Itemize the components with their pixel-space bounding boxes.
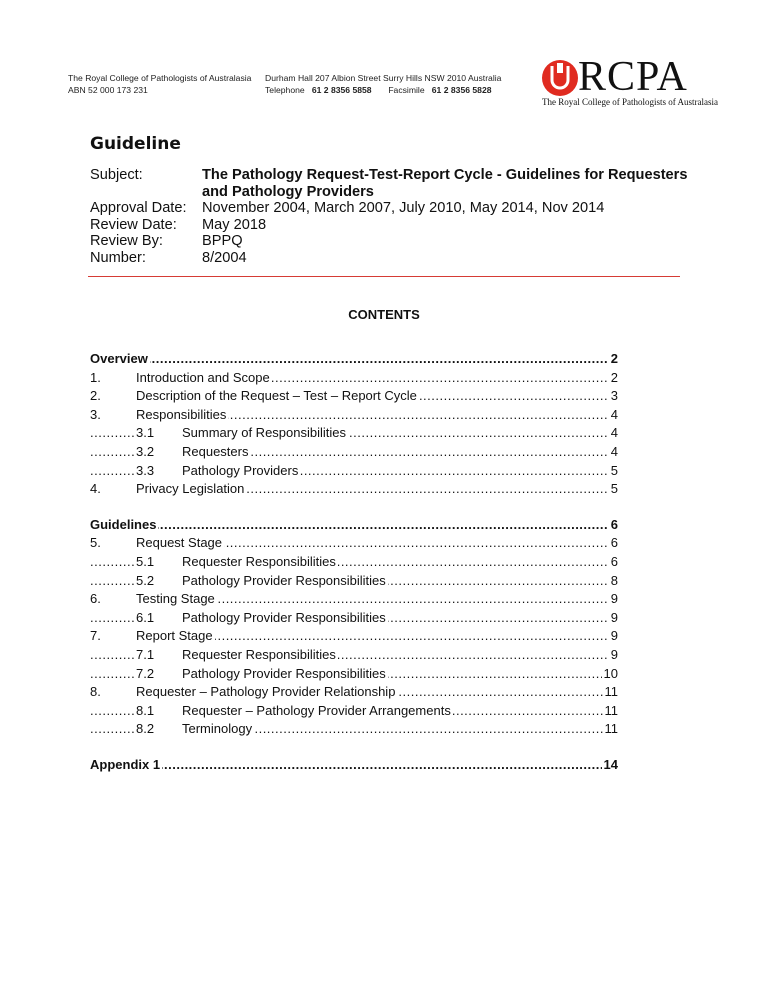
toc-entry[interactable] (90, 646, 618, 665)
meta-key: Approval Date: (90, 200, 187, 217)
toc-label: Description of the Request – Test – Report Cycle (136, 388, 417, 404)
toc-page-number: 4 (609, 443, 618, 462)
toc-number: 8. (90, 684, 101, 700)
logo-emblem-icon (540, 58, 580, 98)
toc-page-number: 5 (609, 462, 618, 481)
toc-entry[interactable] (90, 683, 618, 702)
toc-entry-text (136, 553, 338, 572)
toc-number: 8.2 (136, 721, 155, 737)
toc-page-number: 4 (609, 406, 618, 425)
phone-number: 61 2 8356 5858 (311, 84, 372, 95)
toc-page-number: 4 (609, 424, 618, 443)
toc-label: Requester – Pathology Provider Relationship (136, 684, 396, 700)
meta-row (90, 233, 690, 250)
meta-key: Review Date: (90, 216, 177, 233)
org-address (265, 73, 501, 96)
toc-label: Requester – Pathology Provider Arrangements (182, 702, 451, 718)
toc-page-number: 6 (609, 516, 618, 535)
toc-number: 3.2 (136, 443, 155, 459)
toc-entry[interactable] (90, 462, 618, 481)
toc-leader (90, 516, 618, 535)
toc-label: Requester Responsibilities (182, 553, 336, 569)
toc-entry-text (90, 590, 217, 609)
toc-number: 2. (90, 388, 101, 404)
toc-page-number: 11 (603, 702, 619, 721)
meta-row (90, 217, 690, 234)
meta-value: November 2004, March 2007, July 2010, May 2014, Nov 2014 (202, 200, 605, 217)
toc-label: Introduction and Scope (136, 369, 270, 385)
toc-label: Request Stage (136, 535, 223, 551)
toc-entry-text (90, 369, 272, 388)
toc-label: Pathology Provider Responsibilities (182, 665, 386, 681)
phone-label: Telephone (265, 84, 305, 95)
toc-page-number: 6 (609, 553, 618, 572)
toc-entry-text (136, 702, 453, 721)
toc-label: Responsibilities (136, 406, 227, 422)
contents-heading: CONTENTS (348, 307, 420, 322)
toc-number: 7.2 (136, 665, 155, 681)
toc-entry[interactable] (90, 387, 618, 406)
table-of-contents (90, 350, 618, 774)
toc-number: 5.1 (136, 553, 155, 569)
toc-number: 3. (90, 406, 101, 422)
toc-entry[interactable] (90, 443, 618, 462)
toc-number: 5. (90, 535, 101, 551)
address-line: Durham Hall 207 Albion Street Surry Hills NSW 2010 Australia (265, 73, 502, 83)
toc-label: Appendix 1 (90, 756, 161, 772)
toc-label: Testing Stage (136, 591, 215, 607)
fax-label: Facsimile (388, 84, 425, 95)
document-metadata (90, 167, 690, 267)
meta-row (90, 250, 690, 267)
meta-row (90, 200, 690, 217)
logo-wordmark: RCPA (578, 54, 688, 100)
toc-page-number: 9 (609, 590, 618, 609)
toc-entry[interactable] (90, 553, 618, 572)
org-abn: ABN 52 000 173 231 (68, 84, 148, 95)
fax-number: 61 2 8356 5828 (431, 84, 492, 95)
toc-number: 5.2 (136, 572, 155, 588)
toc-page-number: 9 (609, 609, 618, 628)
toc-entry-text (90, 350, 150, 369)
meta-row (90, 167, 690, 200)
toc-entry-text (136, 462, 300, 481)
toc-entry-text (136, 665, 388, 684)
toc-entry[interactable] (90, 590, 618, 609)
toc-leader (90, 756, 618, 775)
meta-value: May 2018 (202, 216, 267, 233)
header-divider (88, 276, 680, 277)
toc-label: Guidelines (90, 516, 157, 532)
toc-entry[interactable] (90, 756, 618, 775)
toc-leader (90, 350, 618, 369)
toc-number: 4. (90, 481, 101, 497)
toc-label: Privacy Legislation (136, 481, 245, 497)
toc-entry[interactable] (90, 720, 618, 739)
toc-entry[interactable] (90, 702, 618, 721)
toc-entry-text (90, 627, 215, 646)
toc-label: Pathology Providers (182, 462, 299, 478)
toc-entry-text (90, 756, 162, 775)
toc-label: Pathology Provider Responsibilities (182, 609, 386, 625)
toc-entry[interactable] (90, 350, 618, 369)
toc-page-number: 3 (609, 387, 618, 406)
toc-page-number: 11 (603, 683, 619, 702)
toc-page-number: 2 (609, 369, 618, 388)
rcpa-logo (540, 54, 718, 108)
meta-value: The Pathology Request-Test-Report Cycle - Guidelines for Requesters and Pathology Providers (202, 167, 688, 200)
toc-entry-text (90, 387, 419, 406)
meta-key: Subject: (90, 167, 143, 183)
toc-entry[interactable] (90, 406, 618, 425)
toc-entry[interactable] (90, 424, 618, 443)
meta-value: BPPQ (202, 233, 243, 250)
toc-number: 7.1 (136, 646, 155, 662)
toc-label: Pathology Provider Responsibilities (182, 572, 386, 588)
toc-entry-text (136, 424, 348, 443)
toc-number: 1. (90, 369, 101, 385)
toc-entry[interactable] (90, 369, 618, 388)
toc-entry-text (136, 720, 254, 739)
toc-label: Requester Responsibilities (182, 646, 336, 662)
toc-entry[interactable] (90, 516, 618, 535)
meta-value: 8/2004 (202, 249, 247, 266)
document-type: Guideline (90, 134, 181, 154)
toc-entry-text (90, 406, 228, 425)
toc-entry-text (136, 572, 388, 591)
toc-page-number: 11 (603, 720, 619, 739)
toc-entry[interactable] (90, 480, 618, 499)
toc-page-number: 9 (609, 627, 618, 646)
org-name: The Royal College of Pathologists of Australasia (68, 73, 252, 83)
toc-page-number: 10 (602, 665, 618, 684)
toc-number: 3.3 (136, 462, 155, 478)
toc-entry[interactable] (90, 609, 618, 628)
toc-label: Terminology (182, 721, 253, 737)
toc-page-number: 14 (602, 756, 618, 775)
toc-entry-text (90, 480, 246, 499)
meta-key: Number: (90, 249, 146, 266)
toc-entry-text (136, 443, 250, 462)
toc-entry-text (90, 683, 397, 702)
toc-page-number: 6 (609, 534, 618, 553)
logo-tagline: The Royal College of Pathologists of Australasia (542, 97, 718, 107)
toc-entry-text (90, 534, 224, 553)
toc-entry[interactable] (90, 665, 618, 684)
toc-page-number: 5 (609, 480, 618, 499)
meta-key: Review By: (90, 233, 163, 250)
toc-number: 3.1 (136, 425, 155, 441)
toc-entry[interactable] (90, 572, 618, 591)
toc-entry[interactable] (90, 627, 618, 646)
toc-number: 6. (90, 591, 101, 607)
toc-number: 7. (90, 628, 101, 644)
toc-number: 6.1 (136, 609, 155, 625)
toc-entry[interactable] (90, 534, 618, 553)
toc-entry-text (136, 646, 338, 665)
toc-label: Requesters (182, 443, 249, 459)
toc-page-number: 9 (609, 646, 618, 665)
toc-entry-text (90, 516, 158, 535)
toc-label: Report Stage (136, 628, 213, 644)
toc-entry-text (136, 609, 388, 628)
toc-page-number: 2 (609, 350, 618, 369)
toc-number: 8.1 (136, 702, 155, 718)
toc-label: Overview (90, 351, 148, 366)
toc-page-number: 8 (609, 572, 618, 591)
toc-label: Summary of Responsibilities (182, 425, 347, 441)
contact-line (265, 85, 501, 97)
org-info (68, 73, 251, 96)
